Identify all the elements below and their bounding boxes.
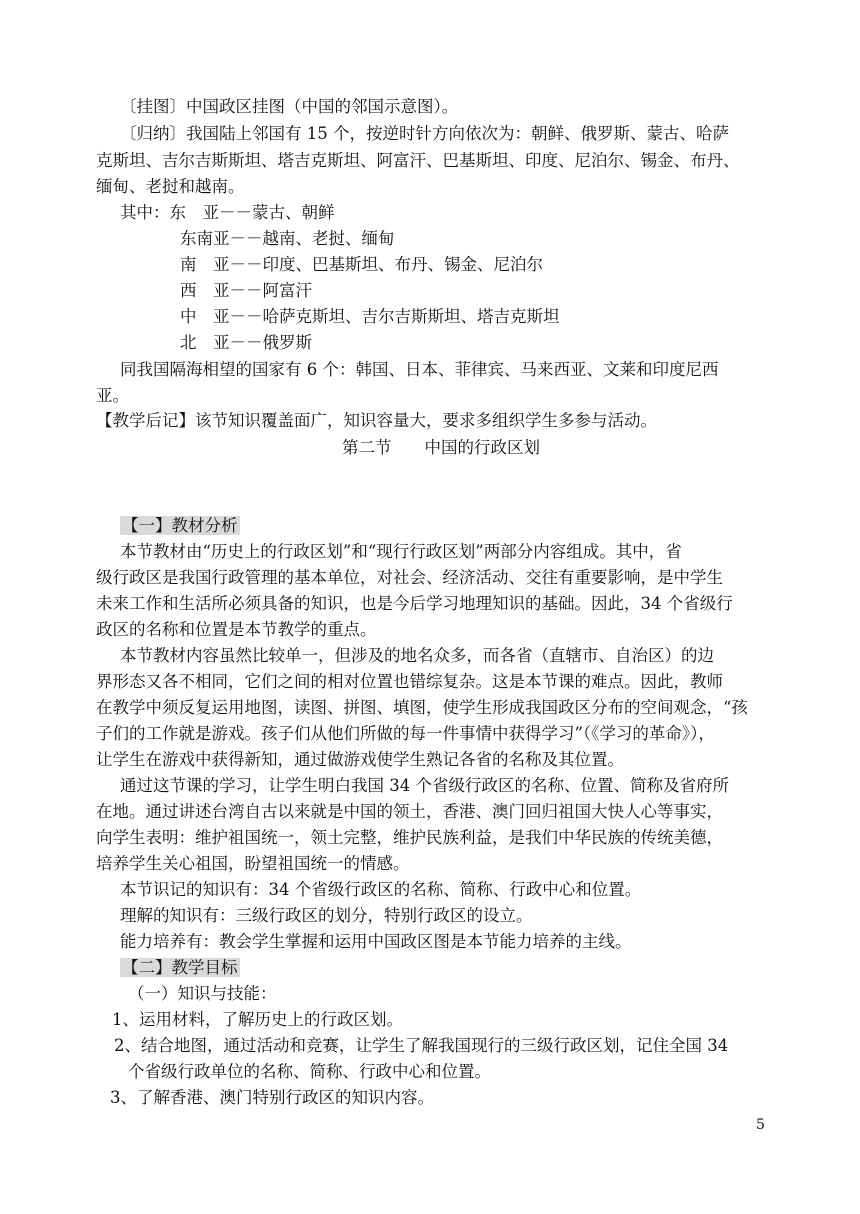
list-item: 3、了解香港、澳门特别行政区的知识内容。 (110, 1088, 434, 1107)
text-line: 其中：东 亚－－蒙古、朝鲜 (120, 203, 335, 222)
section-title: 第二节 中国的行政区划 (342, 438, 540, 457)
text-line: 界形态又各不相同，它们之间的相对位置也错综复杂。这是本节课的难点。因此，教师 (96, 672, 723, 691)
text-line: 同我国隔海相望的国家有 6 个：韩国、日本、菲律宾、马来西亚、文莱和印度尼西 (120, 360, 719, 379)
text-line: 北 亚－－俄罗斯 (180, 333, 312, 352)
text-line: 让学生在游戏中获得新知，通过做游戏使学生熟记各省的名称及其位置。 (96, 750, 624, 769)
text-line: 能力培养有：教会学生掌握和运用中国政区图是本节能力培养的主线。 (120, 932, 632, 951)
heading-text: 【二】教学目标 (122, 958, 238, 977)
text-line: 向学生表明：维护祖国统一，领土完整，维护民族利益，是我们中华民族的传统美德， (96, 828, 723, 847)
text-line: 未来工作和生活所必须具备的知识，也是今后学习地理知识的基础。因此，34 个省级行 (96, 594, 733, 613)
text-line: 亚。 (96, 386, 129, 405)
text-line: 在地。通过讲述台湾自古以来就是中国的领土，香港、澳门回归祖国大快人心等事实， (96, 802, 723, 821)
text-line: 本节教材由“历史上的行政区划”和“现行行政区划”两部分内容组成。其中，省 (120, 542, 682, 561)
text-line: 缅甸、老挝和越南。 (96, 177, 245, 196)
text-line: 克斯坦、吉尔吉斯斯坦、塔吉克斯坦、阿富汗、巴基斯坦、印度、尼泊尔、锡金、布丹、 (96, 151, 740, 170)
text-line: 政区的名称和位置是本节教学的重点。 (96, 620, 377, 639)
text-line: 中 亚－－哈萨克斯坦、吉尔吉斯斯坦、塔吉克斯坦 (180, 307, 560, 326)
text-line: 子们的工作就是游戏。孩子们从他们所做的每一件事情中获得学习”（《学习的革命》）， (96, 724, 715, 743)
text-line: （一）知识与技能： (128, 984, 277, 1003)
page-number: 5 (756, 1117, 765, 1133)
text-line: 级行政区是我国行政管理的基本单位，对社会、经济活动、交往有重要影响，是中学生 (96, 568, 723, 587)
text-line: 在教学中须反复运用地图，读图、拼图、填图，使学生形成我国政区分布的空间观念，“孩 (96, 698, 748, 717)
list-item: 2、结合地图，通过活动和竞赛，让学生了解我国现行的三级行政区划，记住全国 34 (114, 1036, 729, 1055)
text-line: 〔挂图〕中国政区挂图（中国的邻国示意图）。 (120, 97, 459, 116)
text-line: 东南亚－－越南、老挝、缅甸 (180, 229, 395, 248)
text-line: 南 亚－－印度、巴基斯坦、布丹、锡金、尼泊尔 (180, 255, 543, 274)
text-line: 西 亚－－阿富汗 (180, 281, 312, 300)
text-line: 通过这节课的学习，让学生明白我国 34 个省级行政区的名称、位置、简称及省府所 (120, 776, 729, 795)
text-line: 理解的知识有：三级行政区的划分，特别行政区的设立。 (120, 906, 533, 925)
list-item: 1、运用材料，了解历史上的行政区划。 (112, 1010, 403, 1029)
text-line: 〔归纳〕我国陆上邻国有 15 个，按逆时针方向依次为：朝鲜、俄罗斯、蒙古、哈萨 (120, 124, 729, 143)
text-line: 【教学后记】该节知识覆盖面广，知识容量大，要求多组织学生多参与活动。 (96, 411, 657, 430)
text-line: 本节教材内容虽然比较单一，但涉及的地名众多，而各省（直辖市、自治区）的边 (120, 646, 714, 665)
section-heading (120, 515, 240, 537)
heading-text: 【一】教材分析 (122, 516, 238, 535)
text-line: 培养学生关心祖国，盼望祖国统一的情感。 (96, 854, 410, 873)
text-line: 个省级行政单位的名称、简称、行政中心和位置。 (128, 1062, 491, 1081)
text-line: 本节识记的知识有：34 个省级行政区的名称、简称、行政中心和位置。 (120, 880, 642, 899)
section-heading (120, 957, 240, 979)
